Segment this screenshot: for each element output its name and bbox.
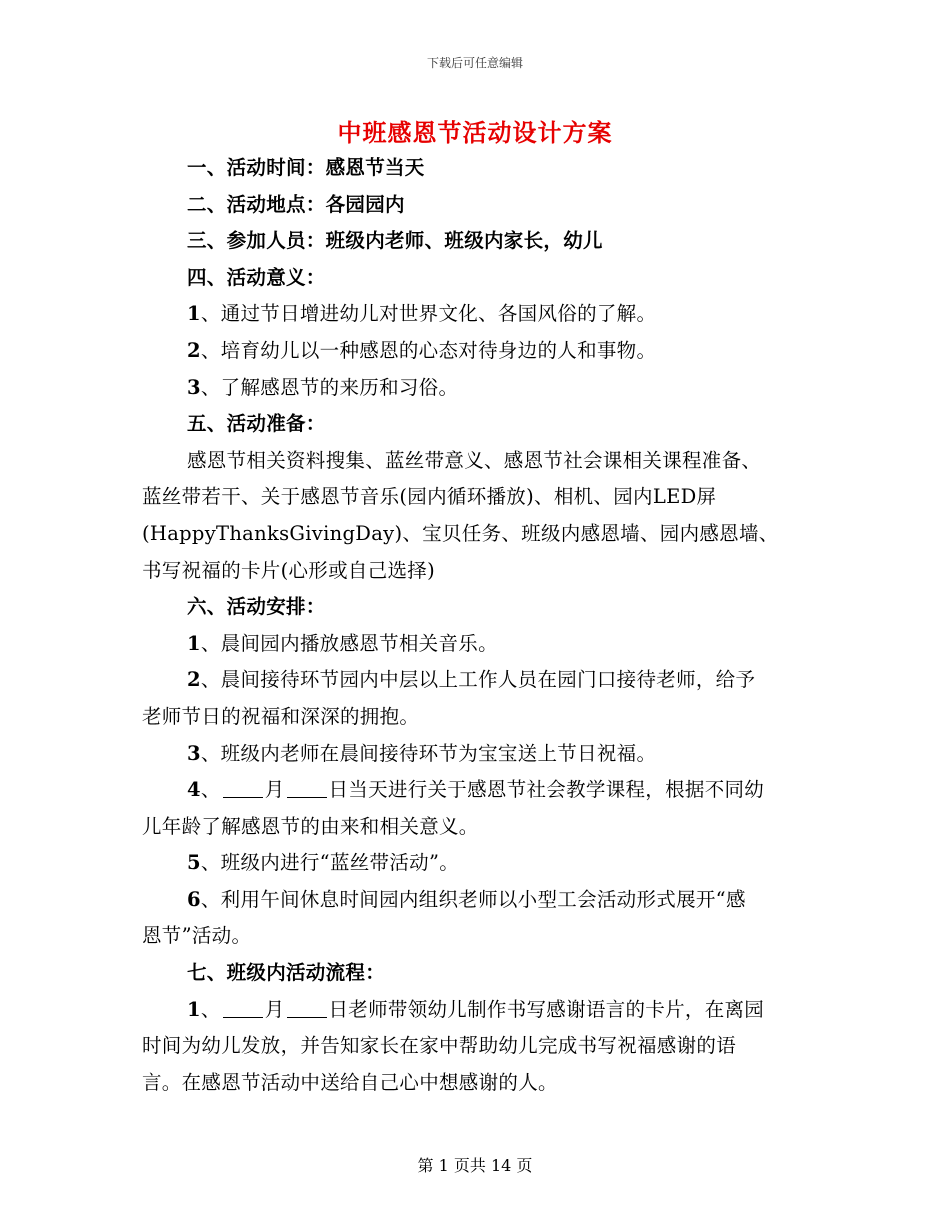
item-number: 5 — [187, 851, 201, 875]
item-number: 3 — [187, 741, 201, 765]
arrange-item — [142, 845, 810, 882]
arrange-item-continued: 恩节”活动。 — [142, 924, 252, 948]
item-text: 月 — [264, 778, 285, 802]
prep-line: 蓝丝带若干、关于感恩节音乐(园内循环播放)、相机、园内LED屏 — [142, 485, 717, 509]
arrange-item — [142, 882, 810, 919]
section-meaning-heading: 四、活动意义： — [187, 265, 326, 289]
item-text: 、了解感恩节的来历和习俗。 — [200, 375, 459, 399]
item-number: 4 — [187, 778, 201, 802]
section-flow-heading: 七、班级内活动流程： — [187, 961, 386, 985]
arrange-item — [142, 772, 810, 809]
prep-line: 感恩节相关资料搜集、蓝丝带意义、感恩节社会课相关课程准备、 — [187, 448, 762, 472]
item-number: 1 — [187, 997, 201, 1021]
prep-line: (HappyThanksGivingDay)、宝贝任务、班级内感恩墙、园内感恩墙、 — [142, 521, 779, 545]
meaning-item — [142, 296, 810, 333]
flow-item-continued: 时间为幼儿发放，并告知家长在家中帮助幼儿完成书写祝福感谢的语 — [142, 1034, 737, 1058]
document-title: 中班感恩节活动设计方案 — [337, 118, 613, 147]
section-arrange-heading: 六、活动安排： — [187, 595, 326, 619]
item-number: 3 — [187, 375, 201, 399]
item-text: 日当天进行关于感恩节社会教学课程，根据不同幼 — [328, 778, 765, 802]
day-blank — [287, 778, 327, 799]
item-number: 6 — [187, 887, 201, 911]
prep-line: 书写祝福的卡片(心形或自己选择) — [142, 558, 436, 582]
meaning-item — [142, 370, 810, 407]
item-text: 、培育幼儿以一种感恩的心态对待身边的人和事物。 — [200, 338, 657, 362]
arrange-item — [142, 662, 810, 699]
item-text: 月 — [264, 997, 285, 1021]
section-place: 二、活动地点：各园园内 — [187, 192, 405, 216]
arrange-item — [142, 626, 810, 663]
document-body — [142, 150, 810, 1101]
section-time: 一、活动时间：感恩节当天 — [187, 156, 425, 179]
item-text: 、 — [200, 997, 221, 1021]
item-text: 、通过节日增进幼儿对世界文化、各国风俗的了解。 — [200, 302, 657, 326]
page-footer: 第 1 页共 14 页 — [417, 1156, 533, 1175]
flow-item-continued: 言。在感恩节活动中送给自己心中想感谢的人。 — [142, 1070, 558, 1094]
item-text: 、利用午间休息时间园内组织老师以小型工会活动形式展开“感 — [200, 887, 746, 911]
item-number: 2 — [187, 668, 201, 692]
item-text: 日老师带领幼儿制作书写感谢语言的卡片，在离园 — [328, 997, 765, 1021]
header-note: 下载后可任意编辑 — [426, 56, 523, 70]
item-text: 、班级内老师在晨间接待环节为宝宝送上节日祝福。 — [200, 741, 657, 765]
item-text: 、晨间园内播放感恩节相关音乐。 — [200, 631, 498, 655]
month-blank — [223, 997, 263, 1018]
arrange-item-continued: 老师节日的祝福和深深的拥抱。 — [142, 704, 420, 728]
meaning-item — [142, 333, 810, 370]
arrange-item — [142, 736, 810, 773]
month-blank — [223, 778, 263, 799]
item-text: 、晨间接待环节园内中层以上工作人员在园门口接待老师，给予 — [200, 668, 756, 692]
arrange-item-continued: 儿年龄了解感恩节的由来和相关意义。 — [142, 814, 479, 838]
item-number: 1 — [187, 302, 201, 326]
item-number: 1 — [187, 631, 201, 655]
day-blank — [287, 997, 327, 1018]
section-people: 三、参加人员：班级内老师、班级内家长，幼儿 — [187, 229, 603, 253]
item-text: 、班级内进行“蓝丝带活动”。 — [200, 851, 460, 875]
section-prep-heading: 五、活动准备： — [187, 412, 326, 436]
item-text: 、 — [200, 778, 221, 802]
flow-item — [142, 992, 810, 1029]
item-number: 2 — [187, 338, 201, 362]
